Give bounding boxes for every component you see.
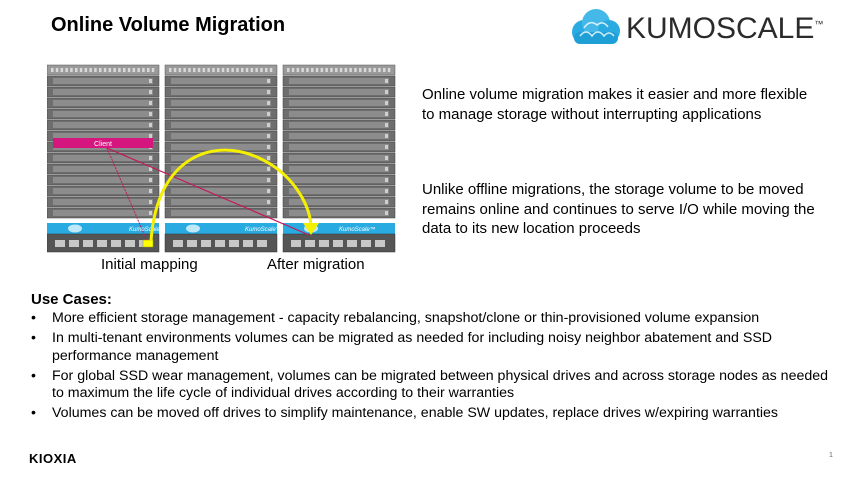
- server-rack: [283, 65, 395, 252]
- rack-1-label: KumoScale™: [129, 227, 166, 233]
- page-number: 1: [829, 452, 833, 459]
- cloud-icon: [566, 6, 624, 52]
- rack-3-label: KumoScale™: [339, 227, 376, 233]
- list-item: • In multi-tenant environments volumes can be migrated as needed for including noisy neighbor abatement and SSD performance management: [31, 329, 773, 364]
- paragraph-online-migration: Online volume migration makes it easier and more flexible to manage storage without interrupting applications: [422, 86, 808, 123]
- migration-diagram: [47, 63, 397, 255]
- list-item: • More efficient storage management - capacity rebalancing, snapshot/clone or thin-provisioned volume expansion: [31, 310, 760, 326]
- bullet-icon: •: [31, 329, 36, 346]
- source-volume: [143, 240, 153, 247]
- bullet-icon: •: [31, 367, 36, 384]
- use-cases-list: [31, 310, 831, 425]
- bullet-icon: •: [31, 310, 36, 326]
- list-item: • For global SSD wear management, volumes can be migrated between physical drives and across storage nodes as needed to maximum the life cycle of individual drives according to their warranties: [31, 367, 829, 402]
- kioxia-logo: KIOXIA: [29, 451, 77, 466]
- bullet-icon: •: [31, 405, 36, 422]
- list-item: • Volumes can be moved off drives to simplify maintenance, enable SW updates, replace drives w/expiring warranties: [31, 405, 779, 422]
- server-rack: [47, 65, 159, 252]
- logo-wordmark: KUMOSCALE™: [626, 12, 824, 45]
- rack-2-label: KumoScale™: [245, 227, 282, 233]
- kumoscale-logo: [566, 6, 836, 52]
- slide-title: Online Volume Migration: [51, 14, 286, 36]
- caption-initial-mapping: Initial mapping: [101, 256, 198, 273]
- client-label: Client: [94, 141, 112, 148]
- caption-after-migration: After migration: [267, 256, 365, 273]
- use-cases-heading: Use Cases:: [31, 291, 112, 308]
- paragraph-offline-comparison: Unlike offline migrations, the storage volume to be moved remains online and continues to serve I/O while moving the data to its new location proceeds: [422, 181, 815, 237]
